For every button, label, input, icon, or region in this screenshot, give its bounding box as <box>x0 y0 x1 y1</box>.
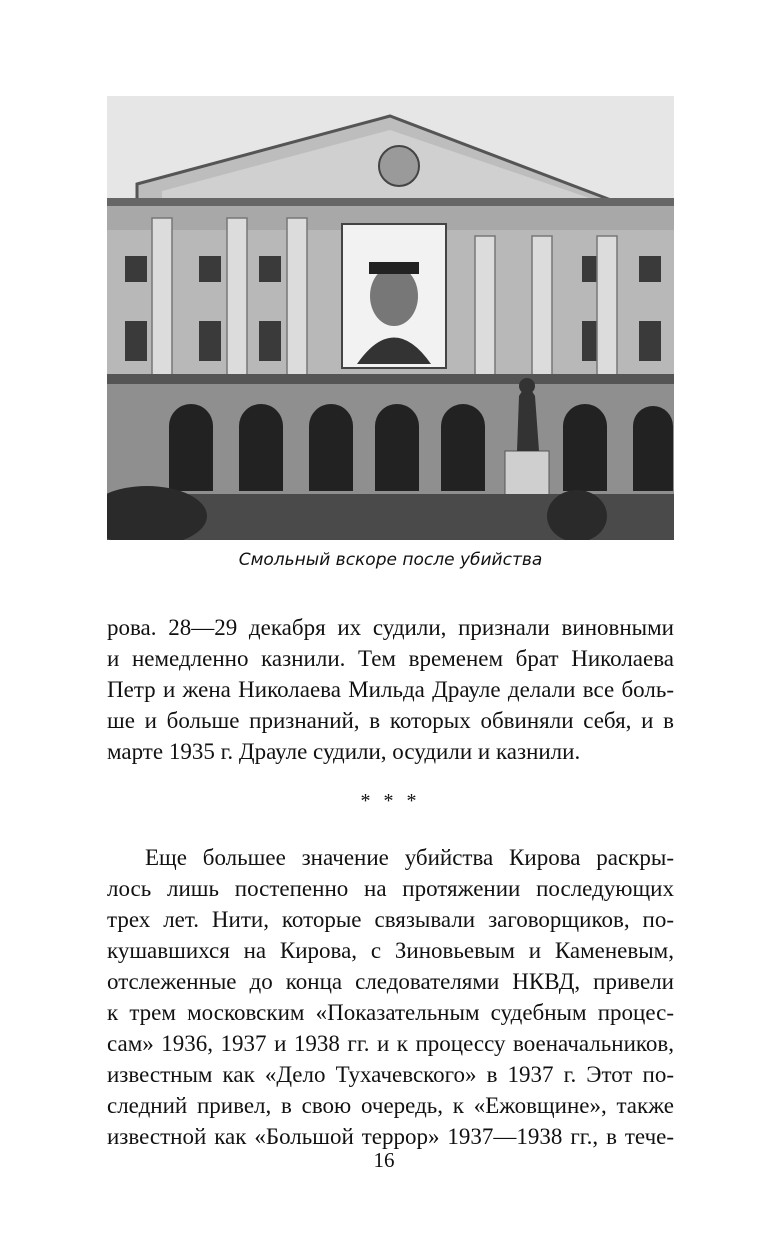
smolny-photo <box>107 96 674 540</box>
text-line: трех лет. Нити, которые связывали заговорщиков, по- <box>107 907 674 932</box>
text-line: ше и больше признаний, в которых обвиняли себя, и в <box>107 708 674 733</box>
text-line: лось лишь постепенно на протяжении последующих <box>107 876 674 901</box>
text-line: рова. 28—29 декабря их судили, признали виновными <box>107 615 674 640</box>
text-line: Еще большее значение убийства Кирова раскры- <box>145 845 674 870</box>
text-line: следний привел, в свою очередь, к «Ежовщине», также <box>107 1093 674 1118</box>
text-line: Петр и жена Николаева Мильда Драуле делали все боль- <box>107 677 674 702</box>
text-line: марте 1935 г. Драуле судили, осудили и казнили. <box>107 739 581 764</box>
text-line: сам» 1936, 1937 и 1938 гг. и к процессу военачальников, <box>107 1031 674 1056</box>
text-line: отслеженные до конца следователями НКВД, привели <box>107 969 674 994</box>
building-photo-icon <box>107 96 674 540</box>
section-separator: * * * <box>360 790 421 812</box>
text-line: и немедленно казнили. Тем временем брат Николаева <box>107 646 674 671</box>
text-line: к трем московским «Показательным судебным процес- <box>107 1000 674 1025</box>
text-line: известным как «Дело Тухачевского» в 1937 г. Этот по- <box>107 1062 674 1087</box>
text-line: кушавшихся на Кирова, с Зиновьевым и Каменевым, <box>107 938 674 963</box>
paragraph-2 <box>107 842 674 1152</box>
text-line: известной как «Большой террор» 1937—1938 гг., в тече- <box>107 1124 674 1149</box>
photo-caption: Смольный вскоре после убийства <box>238 550 543 570</box>
page-number: 16 <box>373 1148 395 1172</box>
paragraph-1 <box>107 612 674 767</box>
